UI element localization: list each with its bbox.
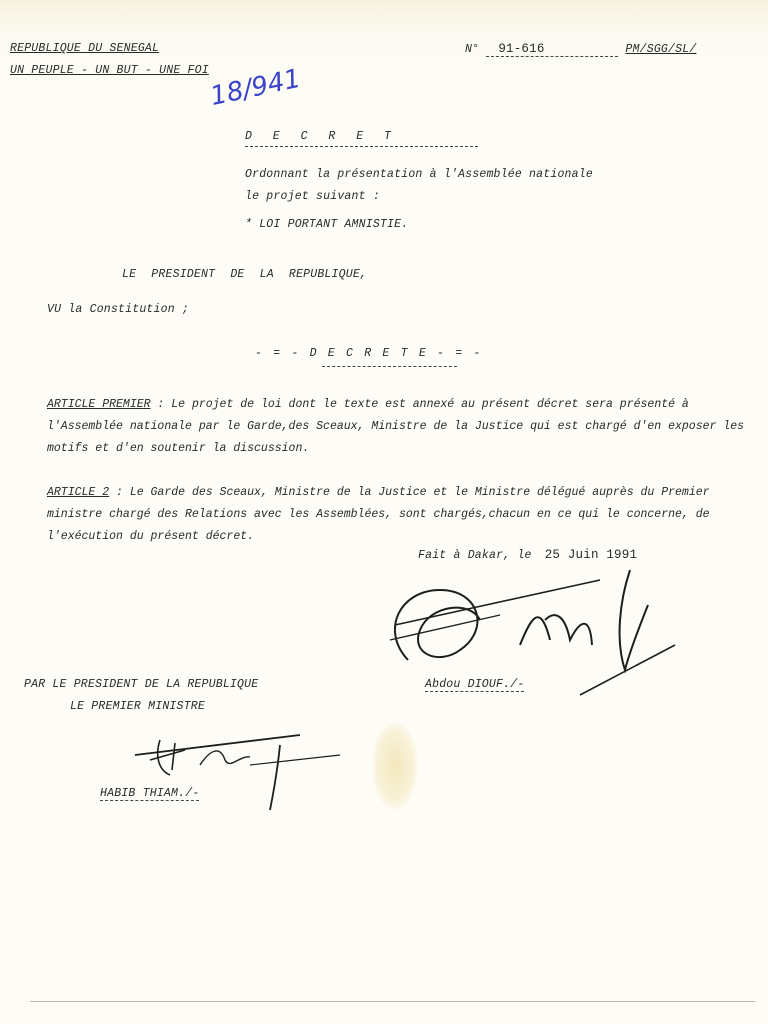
decrete-heading: - = - D E C R E T E - = - bbox=[255, 347, 481, 360]
office-code: PM/SGG/SL/ bbox=[625, 43, 697, 56]
number-prefix: N° bbox=[465, 43, 480, 56]
decree-number-line bbox=[465, 42, 696, 57]
president-heading: LE PRESIDENT DE LA REPUBLIQUE, bbox=[122, 268, 368, 281]
article-2 bbox=[47, 482, 747, 548]
prime-minister-name: HABIB THIAM./- bbox=[100, 787, 200, 800]
article-2-text: : Le Garde des Sceaux, Ministre de la Justice et le Ministre délégué auprès du Premier ministre chargé des Relations avec les Assemblées, sont chargés,chacun en ce qui le concerne, de l'exécution du présent décret. bbox=[47, 486, 710, 543]
subtitle-line-1: Ordonnant la présentation à l'Assemblée nationale bbox=[245, 168, 593, 181]
title-underline bbox=[245, 146, 478, 147]
par-le-president: PAR LE PRESIDENT DE LA REPUBLIQUE bbox=[24, 678, 259, 691]
decree-title: D E C R E T bbox=[245, 130, 392, 143]
decrete-underline bbox=[322, 366, 457, 367]
decree-number: 91-616 bbox=[486, 42, 618, 57]
constitution-reference: VU la Constitution ; bbox=[47, 303, 190, 316]
signing-date: 25 Juin 1991 bbox=[544, 548, 638, 562]
national-motto: UN PEUPLE - UN BUT - UNE FOI bbox=[10, 64, 209, 77]
article-premier-text: : Le projet de loi dont le texte est annexé au présent décret sera présenté à l'Assemblée nationale par le Garde,des Sceaux, Ministre de la Justice qui est chargé d'en exposer les motifs et d'en soutenir la discussion. bbox=[47, 398, 745, 455]
president-name: Abdou DIOUF./- bbox=[425, 678, 525, 691]
republic-heading: REPUBLIQUE DU SENEGAL bbox=[10, 42, 160, 55]
article-2-label: ARTICLE 2 bbox=[47, 486, 110, 499]
prime-minister-signature bbox=[130, 725, 350, 815]
handwritten-reference: 18/941 bbox=[207, 63, 304, 112]
page-edge-line bbox=[30, 1001, 755, 1002]
premier-ministre-heading: LE PREMIER MINISTRE bbox=[70, 700, 205, 713]
law-item: * LOI PORTANT AMNISTIE. bbox=[245, 218, 409, 231]
article-premier-label: ARTICLE PREMIER bbox=[47, 398, 151, 411]
article-premier bbox=[47, 394, 747, 460]
subtitle-line-2: le projet suivant : bbox=[245, 190, 380, 203]
paper-stain bbox=[372, 722, 418, 810]
place-prefix: Fait à Dakar, le bbox=[418, 549, 532, 562]
